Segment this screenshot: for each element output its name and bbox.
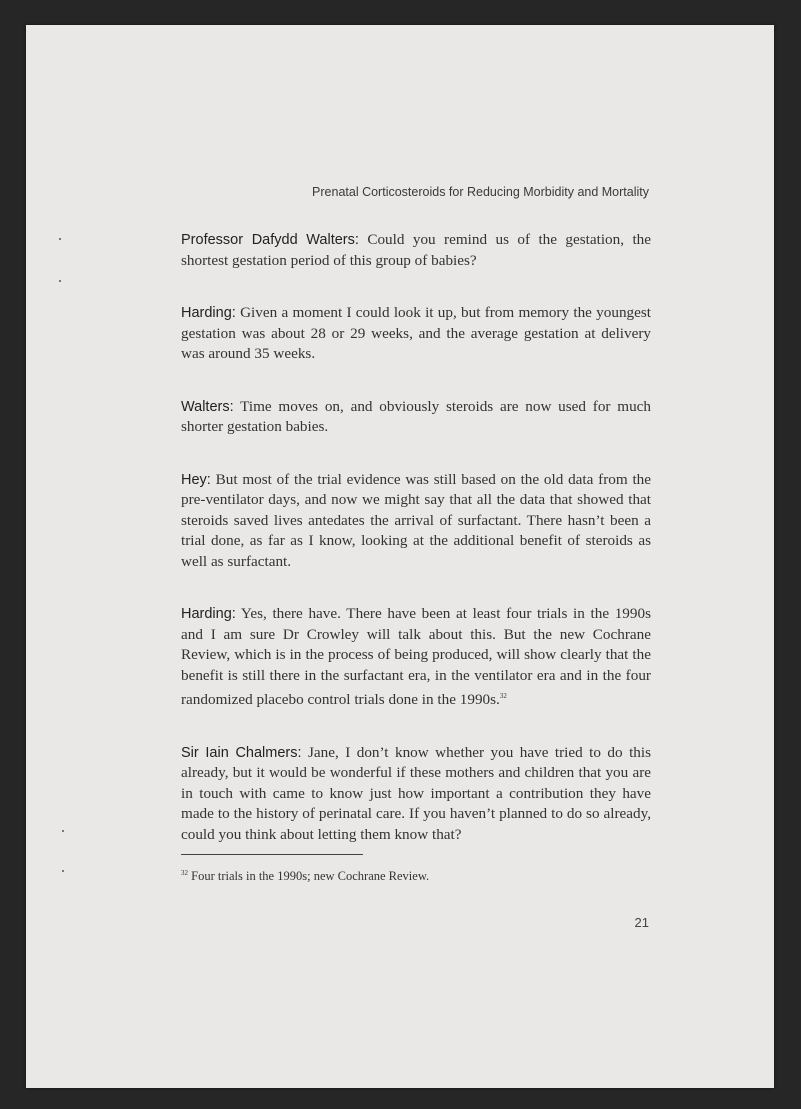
paragraph-text: But most of the trial evidence was still based on the old data from the pre-ventilator days, and now we might say that all the data that showed that steroids saved lives antedates the arrival of surfactant. There hasn’t been a trial done, as far as I know, looking at the additional benefit of steroids as well as surfactant. [181,470,652,570]
transcript-paragraph [181,397,651,438]
footnote-divider [181,854,363,855]
page [26,25,774,1088]
transcript-paragraph [181,470,651,573]
transcript-body [181,230,651,877]
paragraph-text: Could you remind us of the gestation, the shortest gestation period of this group of babies? [181,231,652,269]
paragraph-text: Time moves on, and obviously steroids are now used for much shorter gestation babies. [181,397,651,435]
page-number: 21 [634,915,649,930]
footnote [181,869,429,884]
transcript-paragraph [181,743,651,846]
speaker-name: Hey: [181,471,211,488]
speaker-name: Professor Dafydd Walters: [181,232,359,248]
margin-mark [62,870,64,872]
speaker-name: Walters: [181,398,234,415]
margin-mark [62,830,64,832]
footnote-reference: 32 [499,692,507,700]
speaker-name: Harding: [181,606,236,622]
speaker-name: Harding: [181,305,236,321]
transcript-paragraph [181,230,651,271]
footnote-text: Four trials in the 1990s; new Cochrane Review. [191,869,430,884]
margin-mark [59,238,61,240]
running-head: Prenatal Corticosteroids for Reducing Morbidity and Mortality [312,185,649,199]
paragraph-text: Given a moment I could look it up, but from memory the youngest gestation was about 28 or 29 weeks, and the average gestation at delivery was around 35 weeks. [181,304,651,362]
margin-mark [59,280,61,282]
footnote-number: 32 [181,869,188,877]
transcript-paragraph [181,303,651,365]
paragraph-text: Jane, I don’t know whether you have tried to do this already, but it would be wonderful if these mothers and children that you are in touch with came to know just how important a contribution they have made to the history of perinatal care. If you haven’t planned to do so already, could you think about letting them know that? [181,743,652,843]
paragraph-text: Yes, there have. There have been at least four trials in the 1990s and I am sure Dr Crowley will talk about this. But the new Cochrane Review, which is in the process of being produced, will show clearly that the benefit is still there in the surfactant era, in the ventilator era and in the four randomized placebo control trials done in the 1990s. [181,605,651,709]
transcript-paragraph [181,604,651,711]
speaker-name: Sir Iain Chalmers: [181,744,302,761]
